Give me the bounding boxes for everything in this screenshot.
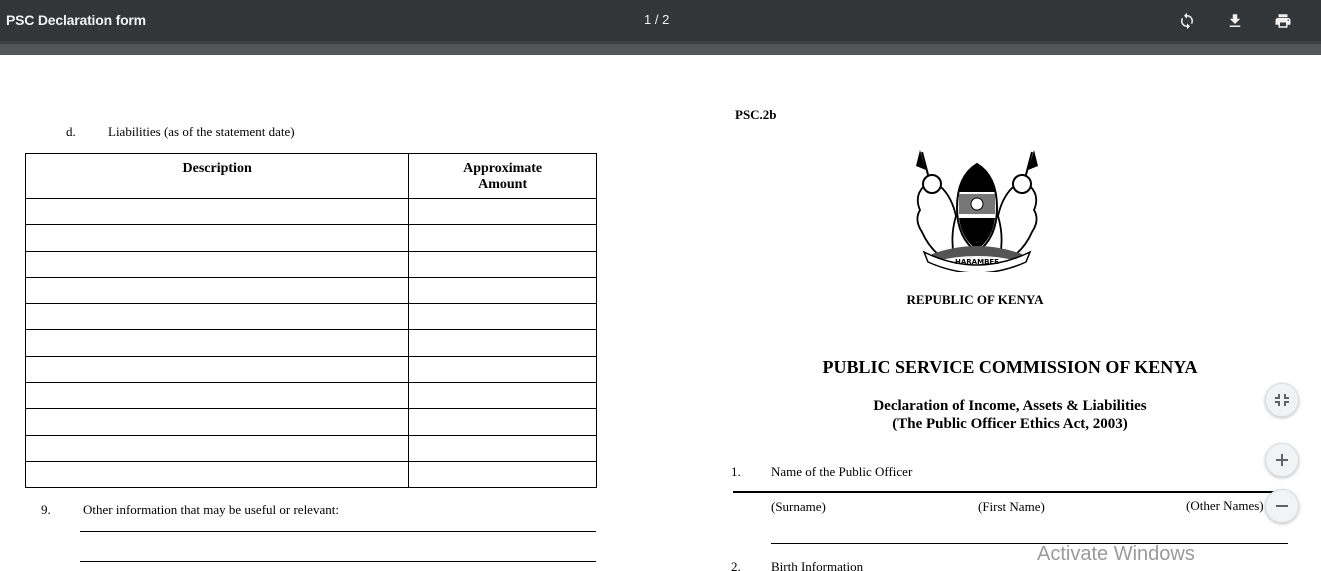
first-name-label: (First Name)	[978, 499, 1045, 514]
download-button[interactable]	[1222, 8, 1248, 34]
amount-cell	[409, 251, 597, 277]
column-header-description: Description	[26, 154, 409, 199]
declaration-title: Declaration of Income, Assets & Liabilities	[873, 398, 1147, 414]
section-d-letter: d.	[66, 124, 76, 139]
amount-cell	[409, 304, 597, 330]
zoom-out-icon	[1274, 498, 1290, 514]
description-cell	[26, 435, 409, 461]
table-row	[26, 435, 597, 461]
description-cell	[26, 304, 409, 330]
rotate-button[interactable]	[1174, 8, 1200, 34]
amount-header-line1: Approximate	[463, 161, 543, 176]
description-cell	[26, 383, 409, 409]
liabilities-table	[25, 153, 597, 488]
item1-label: Name of the Public Officer	[771, 464, 913, 479]
table-row	[26, 199, 597, 225]
zoom-out-button[interactable]	[1265, 489, 1299, 523]
item9-number: 9.	[41, 502, 51, 517]
document-title: PSC Declaration form	[6, 12, 146, 28]
zoom-in-button[interactable]	[1265, 443, 1299, 477]
amount-cell	[409, 199, 597, 225]
answer-line	[80, 531, 596, 532]
table-row	[26, 383, 597, 409]
rotate-icon	[1178, 12, 1196, 30]
item9-label: Other information that may be useful or relevant:	[83, 502, 339, 517]
commission-heading: PUBLIC SERVICE COMMISSION OF KENYA	[822, 357, 1198, 377]
item1-number: 1.	[731, 464, 741, 479]
amount-cell	[409, 356, 597, 382]
table-row	[26, 330, 597, 356]
section-d-label: Liabilities (as of the statement date)	[108, 124, 295, 139]
coat-of-arms-emblem	[910, 150, 1044, 272]
zoom-in-icon	[1274, 452, 1290, 468]
fit-to-page-button[interactable]	[1265, 383, 1299, 417]
activate-windows-watermark: Activate Windows	[1037, 543, 1195, 565]
item2-label: Birth Information	[771, 559, 864, 571]
table-row	[26, 409, 597, 435]
amount-cell	[409, 383, 597, 409]
emblem-motto: HARAMBEE	[955, 258, 999, 266]
republic-heading: REPUBLIC OF KENYA	[906, 292, 1044, 307]
table-row	[26, 356, 597, 382]
viewer-toolbar	[0, 0, 1321, 41]
name-input-line	[733, 491, 1288, 493]
description-cell	[26, 225, 409, 251]
table-row	[26, 304, 597, 330]
act-subtitle: (The Public Officer Ethics Act, 2003)	[892, 416, 1128, 432]
table-row	[26, 251, 597, 277]
table-row	[26, 277, 597, 303]
amount-cell	[409, 461, 597, 487]
toolbar-shadow	[0, 41, 1321, 55]
description-cell	[26, 461, 409, 487]
name-input-line	[771, 543, 1288, 544]
surname-label: (Surname)	[771, 499, 826, 514]
description-cell	[26, 277, 409, 303]
print-button[interactable]	[1270, 8, 1296, 34]
amount-cell	[409, 409, 597, 435]
amount-cell	[409, 277, 597, 303]
table-row	[26, 461, 597, 487]
description-cell	[26, 199, 409, 225]
description-cell	[26, 251, 409, 277]
other-names-label: (Other Names)	[1186, 498, 1264, 513]
print-icon	[1274, 12, 1292, 30]
column-header-amount	[409, 154, 597, 199]
item2-number: 2.	[731, 559, 741, 571]
description-cell	[26, 330, 409, 356]
form-code: PSC.2b	[735, 107, 777, 122]
answer-line	[80, 561, 596, 562]
amount-cell	[409, 330, 597, 356]
download-icon	[1226, 12, 1244, 30]
amount-header-line2: Amount	[478, 177, 528, 192]
description-cell	[26, 356, 409, 382]
page-indicator: 1 / 2	[644, 12, 670, 27]
amount-cell	[409, 225, 597, 251]
fit-to-page-icon	[1274, 392, 1290, 408]
amount-cell	[409, 435, 597, 461]
table-row	[26, 225, 597, 251]
description-cell	[26, 409, 409, 435]
